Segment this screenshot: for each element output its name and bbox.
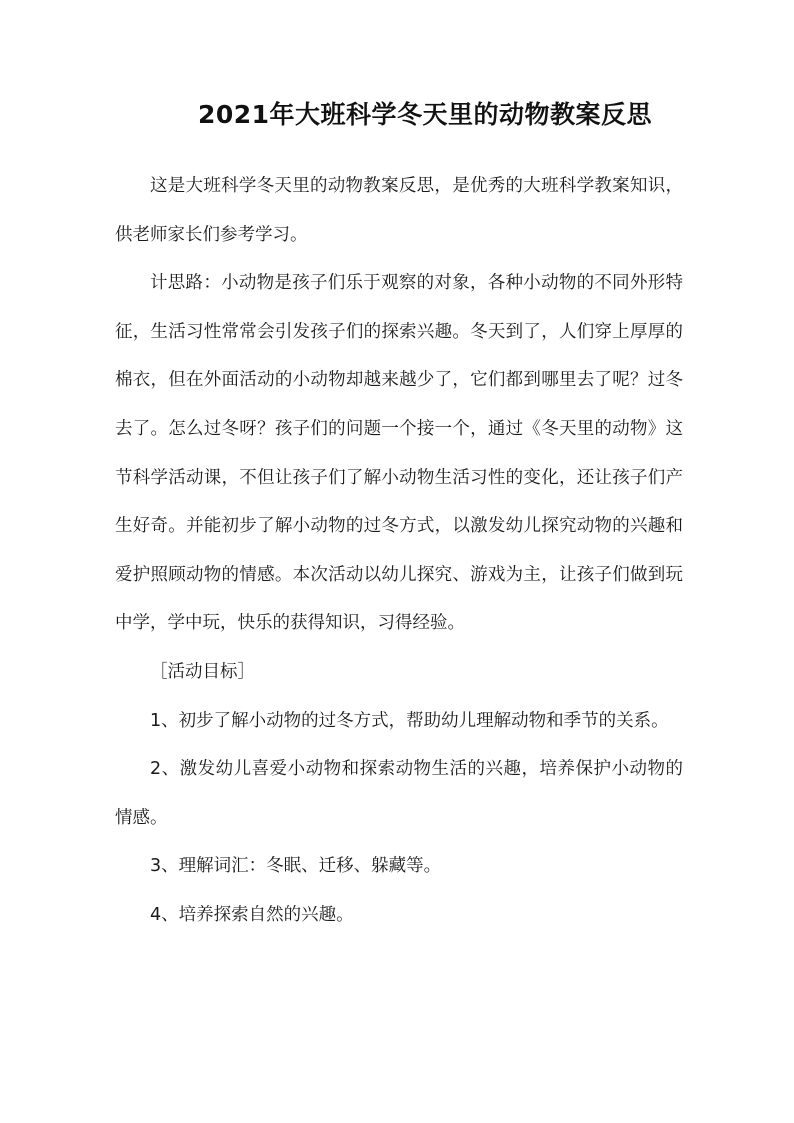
goal-item-3: 3、理解词汇：冬眠、迁移、躲藏等。 <box>150 856 442 877</box>
goal-item-4: 4、培养探索自然的兴趣。 <box>150 904 354 925</box>
intro-paragraph: 这是大班科学冬天里的动物教案反思，是优秀的大班科学教案知识，供老师家长们参考学习。 <box>115 176 683 245</box>
goal-item-2: 2、激发幼儿喜爱小动物和探索动物生活的兴趣，培养保护小动物的情感。 <box>115 759 683 828</box>
design-idea-paragraph: 计思路：小动物是孩子们乐于观察的对象，各种小动物的不同外形特征，生活习性常常会引发孩子们的探索兴趣。冬天到了，人们穿上厚厚的棉衣，但在外面活动的小动物却越来越少了，它们都到哪里去了呢？过冬去了。怎么过冬呀？孩子们的问题一个接一个，通过《冬天里的动物》这节科学活动课，不但让孩子们了解小动物生活习性的变化，还让孩子们产生好奇。并能初步了解小动物的过冬方式，以激发幼儿探究动物的兴趣和爱护照顾动物的情感。本次活动以幼儿探究、游戏为主，让孩子们做到玩中学，学中玩，快乐的获得知识，习得经验。 <box>115 273 683 634</box>
document-body <box>115 162 683 940</box>
document-title: 2021年大班科学冬天里的动物教案反思 <box>197 100 653 129</box>
activity-goals-heading: ［活动目标］ <box>150 661 255 682</box>
goal-item-1: 1、初步了解小动物的过冬方式，帮助幼儿理解动物和季节的关系。 <box>150 710 669 731</box>
